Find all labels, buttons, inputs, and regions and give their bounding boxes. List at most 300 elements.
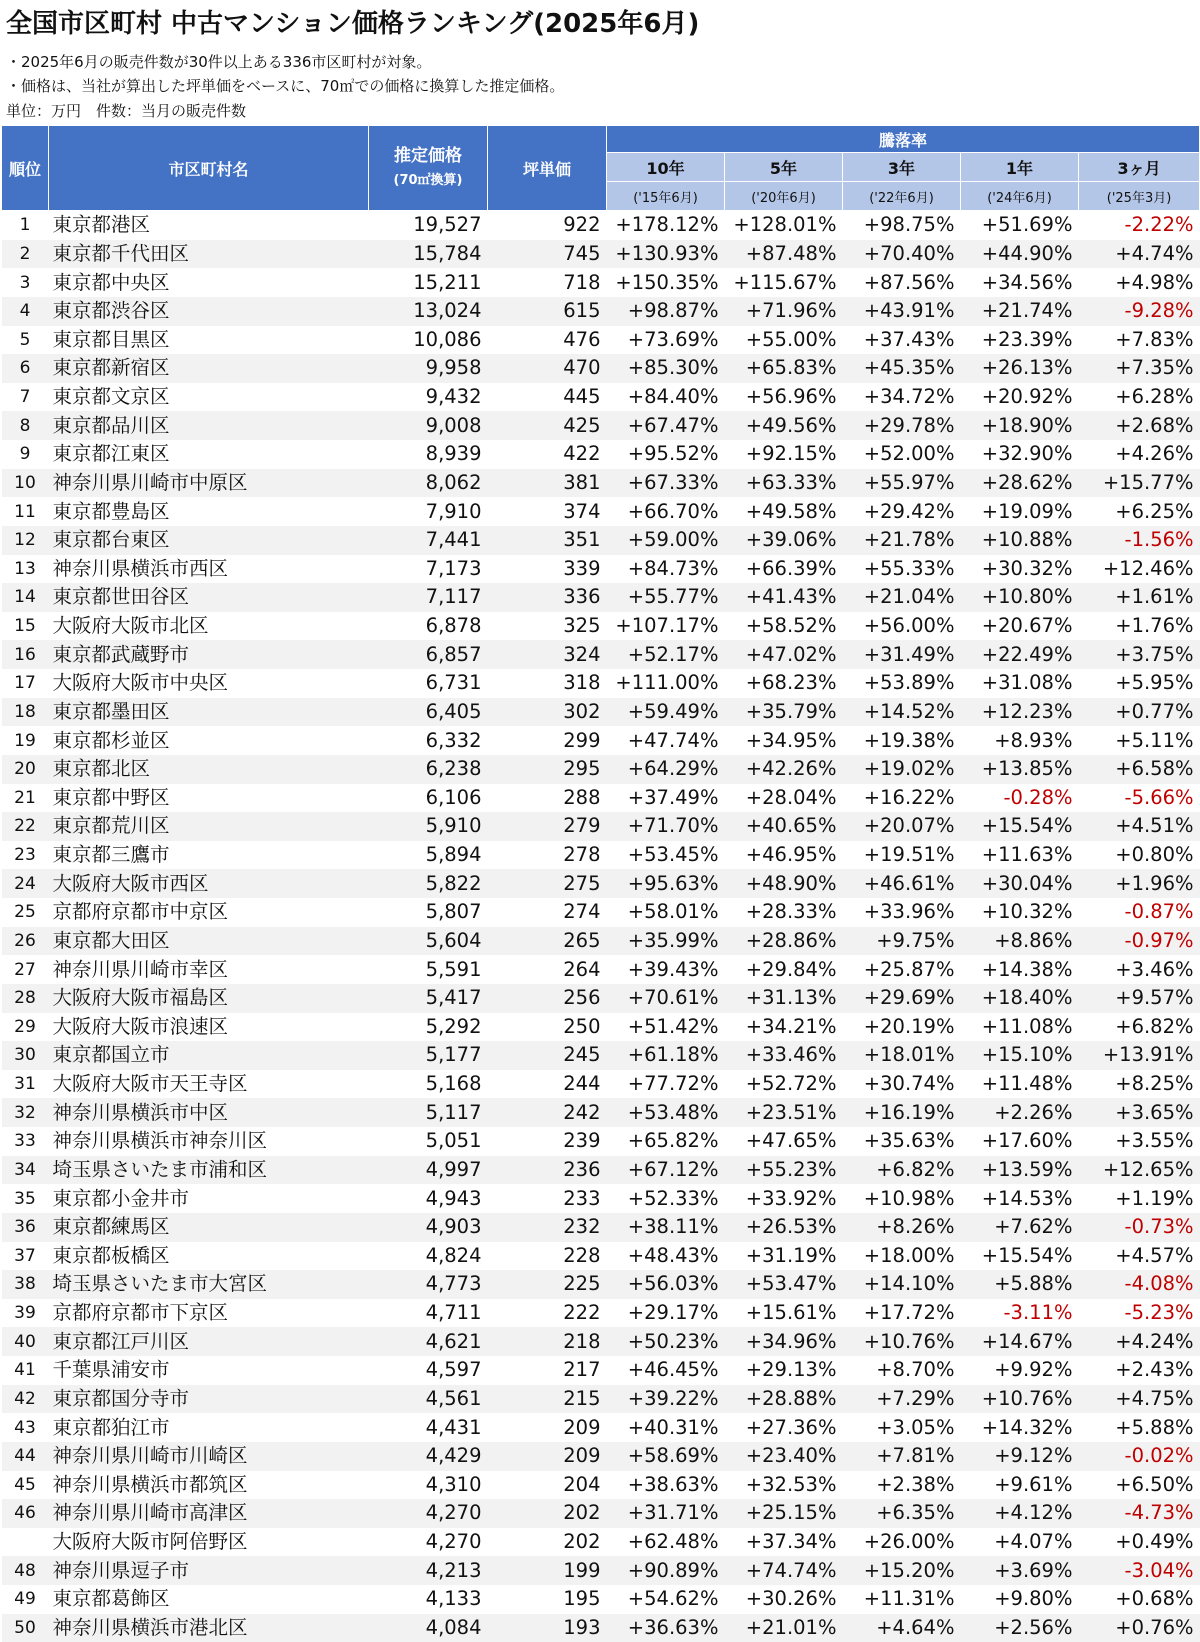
row-change-3y: +17.72%	[843, 1299, 961, 1328]
row-area-name: 千葉県浦安市	[49, 1356, 369, 1385]
row-change-10y: +59.00%	[607, 526, 725, 555]
table-row	[2, 1528, 1200, 1557]
row-rank: 16	[2, 640, 49, 669]
row-change-3m: -0.97%	[1079, 927, 1200, 956]
row-change-1y: +13.85%	[961, 755, 1079, 784]
row-tsubo-price: 336	[488, 583, 607, 612]
row-area-name: 東京都練馬区	[49, 1213, 369, 1242]
row-change-5y: +34.95%	[725, 726, 843, 755]
row-change-5y: +28.33%	[725, 898, 843, 927]
row-tsubo-price: 209	[488, 1413, 607, 1442]
row-area-name: 東京都世田谷区	[49, 583, 369, 612]
row-tsubo-price: 381	[488, 469, 607, 498]
row-area-name: 東京都新宿区	[49, 354, 369, 383]
row-tsubo-price: 470	[488, 354, 607, 383]
table-row	[2, 984, 1200, 1013]
table-row	[2, 411, 1200, 440]
row-tsubo-price: 299	[488, 726, 607, 755]
table-row	[2, 784, 1200, 813]
table-row	[2, 1556, 1200, 1585]
row-change-10y: +107.17%	[607, 612, 725, 641]
row-estimated-price: 4,133	[369, 1585, 488, 1614]
row-change-10y: +52.33%	[607, 1184, 725, 1213]
row-change-5y: +29.13%	[725, 1356, 843, 1385]
row-change-10y: +55.77%	[607, 583, 725, 612]
row-tsubo-price: 274	[488, 898, 607, 927]
row-change-3y: +34.72%	[843, 383, 961, 412]
table-row	[2, 440, 1200, 469]
row-change-5y: +26.53%	[725, 1213, 843, 1242]
row-change-1y: +26.13%	[961, 354, 1079, 383]
row-estimated-price: 4,429	[369, 1442, 488, 1471]
row-change-1y: +9.92%	[961, 1356, 1079, 1385]
row-tsubo-price: 374	[488, 497, 607, 526]
row-estimated-price: 4,270	[369, 1528, 488, 1557]
row-change-3m: +1.61%	[1079, 583, 1200, 612]
row-change-5y: +47.02%	[725, 640, 843, 669]
row-change-3y: +3.05%	[843, 1413, 961, 1442]
row-change-10y: +53.45%	[607, 841, 725, 870]
row-change-1y: +14.53%	[961, 1184, 1079, 1213]
row-estimated-price: 4,431	[369, 1413, 488, 1442]
row-change-5y: +55.00%	[725, 326, 843, 355]
row-change-3y: +29.78%	[843, 411, 961, 440]
table-row	[2, 1385, 1200, 1414]
row-change-5y: +53.47%	[725, 1270, 843, 1299]
row-change-3m: +4.75%	[1079, 1385, 1200, 1414]
row-change-3y: +19.02%	[843, 755, 961, 784]
row-change-10y: +37.49%	[607, 784, 725, 813]
row-change-3y: +52.00%	[843, 440, 961, 469]
row-change-3y: +33.96%	[843, 898, 961, 927]
row-change-1y: +14.38%	[961, 955, 1079, 984]
row-change-3m: +8.25%	[1079, 1070, 1200, 1099]
row-area-name: 神奈川県横浜市都筑区	[49, 1471, 369, 1500]
row-estimated-price: 6,878	[369, 612, 488, 641]
row-change-5y: +28.86%	[725, 927, 843, 956]
row-change-5y: +27.36%	[725, 1413, 843, 1442]
row-tsubo-price: 202	[488, 1528, 607, 1557]
row-change-10y: +67.33%	[607, 469, 725, 498]
row-rank: 45	[2, 1471, 49, 1500]
row-tsubo-price: 239	[488, 1127, 607, 1156]
row-change-10y: +66.70%	[607, 497, 725, 526]
row-change-3m: +7.35%	[1079, 354, 1200, 383]
row-area-name: 東京都渋谷区	[49, 297, 369, 326]
row-tsubo-price: 302	[488, 698, 607, 727]
row-tsubo-price: 279	[488, 812, 607, 841]
row-change-3y: +6.82%	[843, 1156, 961, 1185]
row-estimated-price: 6,238	[369, 755, 488, 784]
row-change-10y: +98.87%	[607, 297, 725, 326]
row-change-5y: +58.52%	[725, 612, 843, 641]
row-change-3m: +4.24%	[1079, 1327, 1200, 1356]
table-row	[2, 669, 1200, 698]
row-rank: 32	[2, 1098, 49, 1127]
row-change-1y: +19.09%	[961, 497, 1079, 526]
row-rank: 30	[2, 1041, 49, 1070]
row-change-1y: +10.88%	[961, 526, 1079, 555]
row-tsubo-price: 232	[488, 1213, 607, 1242]
row-tsubo-price: 218	[488, 1327, 607, 1356]
row-change-3y: +19.38%	[843, 726, 961, 755]
row-change-3m: +4.26%	[1079, 440, 1200, 469]
row-change-5y: +63.33%	[725, 469, 843, 498]
row-change-5y: +32.53%	[725, 1471, 843, 1500]
row-area-name: 東京都杉並区	[49, 726, 369, 755]
row-rank: 42	[2, 1385, 49, 1414]
row-area-name: 東京都文京区	[49, 383, 369, 412]
row-change-1y: +3.69%	[961, 1556, 1079, 1585]
row-rank: 21	[2, 784, 49, 813]
row-rank: 5	[2, 326, 49, 355]
row-change-1y: +44.90%	[961, 240, 1079, 269]
row-change-3y: +29.69%	[843, 984, 961, 1013]
row-change-1y: +8.86%	[961, 927, 1079, 956]
row-change-5y: +92.15%	[725, 440, 843, 469]
row-change-3m: -5.23%	[1079, 1299, 1200, 1328]
row-estimated-price: 9,008	[369, 411, 488, 440]
row-area-name: 東京都荒川区	[49, 812, 369, 841]
row-rank: 24	[2, 869, 49, 898]
row-estimated-price: 4,084	[369, 1614, 488, 1642]
row-change-10y: +84.73%	[607, 555, 725, 584]
row-change-1y: +21.74%	[961, 297, 1079, 326]
row-change-3y: +10.98%	[843, 1184, 961, 1213]
row-change-10y: +111.00%	[607, 669, 725, 698]
row-tsubo-price: 228	[488, 1242, 607, 1271]
table-row	[2, 755, 1200, 784]
table-row	[2, 297, 1200, 326]
row-estimated-price: 5,292	[369, 1013, 488, 1042]
row-change-5y: +39.06%	[725, 526, 843, 555]
row-change-3m: -0.02%	[1079, 1442, 1200, 1471]
row-area-name: 神奈川県川崎市高津区	[49, 1499, 369, 1528]
row-change-5y: +49.58%	[725, 497, 843, 526]
row-change-1y: +22.49%	[961, 640, 1079, 669]
row-rank: 25	[2, 898, 49, 927]
row-tsubo-price: 325	[488, 612, 607, 641]
table-row	[2, 211, 1200, 240]
row-tsubo-price: 476	[488, 326, 607, 355]
row-rank: 40	[2, 1327, 49, 1356]
table-row	[2, 1213, 1200, 1242]
row-tsubo-price: 215	[488, 1385, 607, 1414]
row-change-3m: +6.82%	[1079, 1013, 1200, 1042]
row-change-10y: +29.17%	[607, 1299, 725, 1328]
row-change-10y: +48.43%	[607, 1242, 725, 1271]
row-change-3y: +7.81%	[843, 1442, 961, 1471]
row-change-3m: +12.65%	[1079, 1156, 1200, 1185]
row-rank: 20	[2, 755, 49, 784]
row-change-1y: +15.10%	[961, 1041, 1079, 1070]
header-rank: 順位	[2, 126, 49, 211]
row-rank: 17	[2, 669, 49, 698]
table-row	[2, 1356, 1200, 1385]
table-row	[2, 841, 1200, 870]
row-tsubo-price: 288	[488, 784, 607, 813]
row-estimated-price: 15,211	[369, 268, 488, 297]
header-date-5y: ('20年6月)	[725, 182, 843, 211]
row-rank: 46	[2, 1499, 49, 1528]
row-change-10y: +56.03%	[607, 1270, 725, 1299]
row-change-1y: +34.56%	[961, 268, 1079, 297]
row-change-3m: +5.88%	[1079, 1413, 1200, 1442]
row-change-10y: +77.72%	[607, 1070, 725, 1099]
row-change-1y: +10.76%	[961, 1385, 1079, 1414]
row-change-3y: +16.19%	[843, 1098, 961, 1127]
row-tsubo-price: 351	[488, 526, 607, 555]
row-estimated-price: 5,910	[369, 812, 488, 841]
row-change-10y: +62.48%	[607, 1528, 725, 1557]
row-tsubo-price: 718	[488, 268, 607, 297]
header-tsubo: 坪単価	[488, 126, 607, 211]
table-row	[2, 583, 1200, 612]
table-row	[2, 698, 1200, 727]
row-tsubo-price: 318	[488, 669, 607, 698]
table-row	[2, 612, 1200, 641]
note-price-method: ・価格は、当社が算出した坪単価をベースに、70㎡での価格に換算した推定価格。	[6, 75, 1186, 97]
row-rank: 15	[2, 612, 49, 641]
table-row	[2, 1299, 1200, 1328]
row-change-3y: +35.63%	[843, 1127, 961, 1156]
row-change-3m: -1.56%	[1079, 526, 1200, 555]
row-change-10y: +46.45%	[607, 1356, 725, 1385]
row-area-name: 神奈川県川崎市中原区	[49, 469, 369, 498]
row-change-10y: +95.63%	[607, 869, 725, 898]
row-area-name: 大阪府大阪市福島区	[49, 984, 369, 1013]
row-tsubo-price: 278	[488, 841, 607, 870]
row-change-3y: +45.35%	[843, 354, 961, 383]
row-area-name: 東京都中野区	[49, 784, 369, 813]
row-change-10y: +54.62%	[607, 1585, 725, 1614]
row-change-3m: +5.95%	[1079, 669, 1200, 698]
row-change-3m: +1.96%	[1079, 869, 1200, 898]
row-estimated-price: 5,604	[369, 927, 488, 956]
row-area-name: 東京都品川区	[49, 411, 369, 440]
row-change-5y: +25.15%	[725, 1499, 843, 1528]
row-change-3y: +20.19%	[843, 1013, 961, 1042]
header-period-3y: 3年	[843, 153, 961, 182]
row-change-3y: +25.87%	[843, 955, 961, 984]
row-area-name: 神奈川県横浜市中区	[49, 1098, 369, 1127]
row-area-name: 神奈川県横浜市西区	[49, 555, 369, 584]
table-row	[2, 1413, 1200, 1442]
table-row	[2, 497, 1200, 526]
row-change-1y: +11.08%	[961, 1013, 1079, 1042]
row-change-3y: +9.75%	[843, 927, 961, 956]
row-change-1y: +4.12%	[961, 1499, 1079, 1528]
row-rank: 1	[2, 211, 49, 240]
row-estimated-price: 9,958	[369, 354, 488, 383]
row-change-1y: +15.54%	[961, 812, 1079, 841]
row-change-3m: -9.28%	[1079, 297, 1200, 326]
row-tsubo-price: 615	[488, 297, 607, 326]
row-change-1y: +23.39%	[961, 326, 1079, 355]
row-change-5y: +28.04%	[725, 784, 843, 813]
row-change-1y: +8.93%	[961, 726, 1079, 755]
row-area-name: 京都府京都市下京区	[49, 1299, 369, 1328]
header-date-3y: ('22年6月)	[843, 182, 961, 211]
row-change-3m: +3.55%	[1079, 1127, 1200, 1156]
row-tsubo-price: 244	[488, 1070, 607, 1099]
row-change-3m: +6.50%	[1079, 1471, 1200, 1500]
table-body	[2, 211, 1200, 1642]
table-row	[2, 927, 1200, 956]
row-rank: 13	[2, 555, 49, 584]
row-tsubo-price: 193	[488, 1614, 607, 1642]
row-estimated-price: 6,857	[369, 640, 488, 669]
row-change-3m: +0.77%	[1079, 698, 1200, 727]
row-estimated-price: 8,062	[369, 469, 488, 498]
row-change-3y: +31.49%	[843, 640, 961, 669]
row-tsubo-price: 242	[488, 1098, 607, 1127]
row-change-3y: +29.42%	[843, 497, 961, 526]
row-change-3m: +4.51%	[1079, 812, 1200, 841]
header-period-3m: 3ヶ月	[1079, 153, 1200, 182]
row-area-name: 東京都北区	[49, 755, 369, 784]
table-row	[2, 383, 1200, 412]
table-row	[2, 1614, 1200, 1642]
header-name: 市区町村名	[49, 126, 369, 211]
row-change-1y: +30.32%	[961, 555, 1079, 584]
row-tsubo-price: 245	[488, 1041, 607, 1070]
row-change-10y: +39.22%	[607, 1385, 725, 1414]
row-tsubo-price: 204	[488, 1471, 607, 1500]
row-tsubo-price: 264	[488, 955, 607, 984]
row-change-3m: +6.58%	[1079, 755, 1200, 784]
header-period-1y: 1年	[961, 153, 1079, 182]
row-tsubo-price: 236	[488, 1156, 607, 1185]
row-area-name: 神奈川県川崎市川崎区	[49, 1442, 369, 1471]
row-change-3m: -5.66%	[1079, 784, 1200, 813]
row-change-1y: +20.67%	[961, 612, 1079, 641]
row-change-3m: +0.80%	[1079, 841, 1200, 870]
row-change-5y: +34.21%	[725, 1013, 843, 1042]
row-change-5y: +31.19%	[725, 1242, 843, 1271]
row-rank: 36	[2, 1213, 49, 1242]
row-change-3y: +21.78%	[843, 526, 961, 555]
row-tsubo-price: 222	[488, 1299, 607, 1328]
row-estimated-price: 4,824	[369, 1242, 488, 1271]
row-area-name: 大阪府大阪市中央区	[49, 669, 369, 698]
row-estimated-price: 9,432	[369, 383, 488, 412]
row-area-name: 東京都豊島区	[49, 497, 369, 526]
row-change-1y: +12.23%	[961, 698, 1079, 727]
row-rank: 31	[2, 1070, 49, 1099]
row-change-3y: +18.01%	[843, 1041, 961, 1070]
row-change-10y: +73.69%	[607, 326, 725, 355]
row-change-3y: +18.00%	[843, 1242, 961, 1271]
row-change-5y: +128.01%	[725, 211, 843, 240]
row-change-3m: -0.73%	[1079, 1213, 1200, 1242]
row-change-3y: +14.52%	[843, 698, 961, 727]
row-rank: 41	[2, 1356, 49, 1385]
row-change-3y: +8.70%	[843, 1356, 961, 1385]
row-change-5y: +34.96%	[725, 1327, 843, 1356]
row-estimated-price: 4,997	[369, 1156, 488, 1185]
row-tsubo-price: 209	[488, 1442, 607, 1471]
row-change-3m: +0.68%	[1079, 1585, 1200, 1614]
row-change-1y: +9.12%	[961, 1442, 1079, 1471]
table-row	[2, 812, 1200, 841]
row-change-10y: +52.17%	[607, 640, 725, 669]
row-estimated-price: 7,117	[369, 583, 488, 612]
row-change-5y: +31.13%	[725, 984, 843, 1013]
row-estimated-price: 7,910	[369, 497, 488, 526]
row-change-5y: +29.84%	[725, 955, 843, 984]
table-row	[2, 469, 1200, 498]
row-estimated-price: 4,943	[369, 1184, 488, 1213]
row-tsubo-price: 199	[488, 1556, 607, 1585]
row-change-1y: +5.88%	[961, 1270, 1079, 1299]
header-price-unit: (70㎡換算)	[369, 171, 487, 191]
row-tsubo-price: 425	[488, 411, 607, 440]
row-change-5y: +30.26%	[725, 1585, 843, 1614]
row-change-3m: -0.87%	[1079, 898, 1200, 927]
row-change-3y: +46.61%	[843, 869, 961, 898]
row-change-3m: +4.57%	[1079, 1242, 1200, 1271]
table-row	[2, 1070, 1200, 1099]
row-change-10y: +38.63%	[607, 1471, 725, 1500]
row-rank	[2, 1528, 49, 1557]
row-change-3m: +2.68%	[1079, 411, 1200, 440]
row-rank: 29	[2, 1013, 49, 1042]
header-change: 騰落率	[607, 126, 1200, 153]
row-area-name: 東京都江戸川区	[49, 1327, 369, 1356]
row-change-3m: +4.74%	[1079, 240, 1200, 269]
row-change-5y: +23.51%	[725, 1098, 843, 1127]
row-change-10y: +71.70%	[607, 812, 725, 841]
row-change-3y: +2.38%	[843, 1471, 961, 1500]
row-change-3m: +3.46%	[1079, 955, 1200, 984]
row-change-3m: +15.77%	[1079, 469, 1200, 498]
row-change-3m: +5.11%	[1079, 726, 1200, 755]
row-change-10y: +64.29%	[607, 755, 725, 784]
row-rank: 9	[2, 440, 49, 469]
row-change-3y: +98.75%	[843, 211, 961, 240]
table-row	[2, 526, 1200, 555]
row-change-1y: +15.54%	[961, 1242, 1079, 1271]
row-change-10y: +90.89%	[607, 1556, 725, 1585]
table-row	[2, 354, 1200, 383]
row-change-3y: +6.35%	[843, 1499, 961, 1528]
row-change-10y: +50.23%	[607, 1327, 725, 1356]
row-tsubo-price: 295	[488, 755, 607, 784]
row-change-1y: +10.32%	[961, 898, 1079, 927]
row-change-10y: +67.12%	[607, 1156, 725, 1185]
row-change-10y: +51.42%	[607, 1013, 725, 1042]
row-change-5y: +49.56%	[725, 411, 843, 440]
row-area-name: 東京都三鷹市	[49, 841, 369, 870]
row-tsubo-price: 256	[488, 984, 607, 1013]
header-period-10y: 10年	[607, 153, 725, 182]
row-change-3m: -4.73%	[1079, 1499, 1200, 1528]
row-change-1y: +4.07%	[961, 1528, 1079, 1557]
table-row	[2, 898, 1200, 927]
row-area-name: 東京都大田区	[49, 927, 369, 956]
row-change-1y: +2.56%	[961, 1614, 1079, 1642]
row-change-1y: +17.60%	[961, 1127, 1079, 1156]
row-estimated-price: 4,270	[369, 1499, 488, 1528]
row-area-name: 神奈川県川崎市幸区	[49, 955, 369, 984]
row-change-1y: -3.11%	[961, 1299, 1079, 1328]
row-change-10y: +53.48%	[607, 1098, 725, 1127]
row-estimated-price: 4,903	[369, 1213, 488, 1242]
row-change-10y: +67.47%	[607, 411, 725, 440]
row-change-3y: +37.43%	[843, 326, 961, 355]
row-rank: 6	[2, 354, 49, 383]
